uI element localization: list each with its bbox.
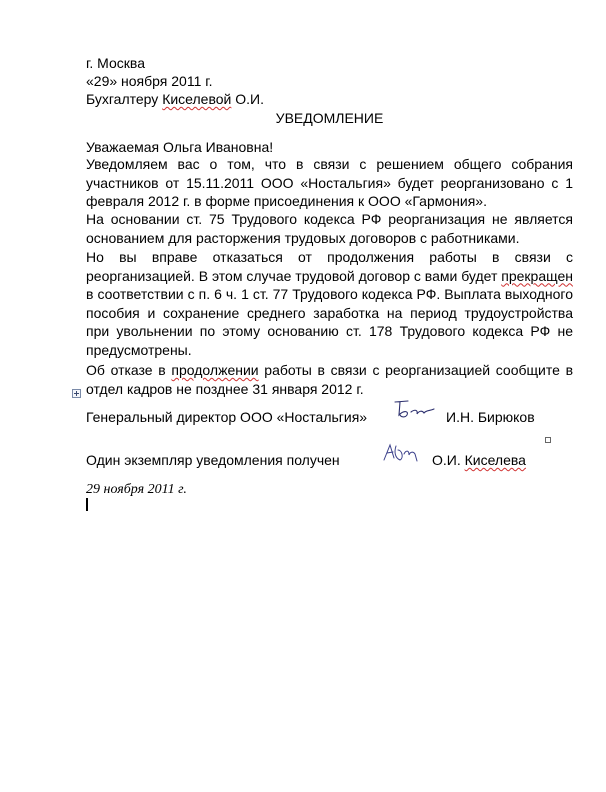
paragraph-3-part2: в соответствии с п. 6 ч. 1 ст. 77 Трудового кодекса РФ. Выплата выходного пособия и сохранение среднего заработка на период трудоустройства при увольнении по этому основанию ст. 178 Трудового кодекса РФ не предусмотрены. xyxy=(86,286,573,358)
date-line: «29» ноября 2011 г. xyxy=(86,73,213,89)
received-label: Один экземпляр уведомления получен xyxy=(86,452,340,468)
director-signature-icon xyxy=(392,398,436,420)
addressee-name: Киселевой xyxy=(162,91,232,107)
director-name: И.Н. Бирюков xyxy=(446,409,535,425)
handwritten-date: 29 ноября 2011 г. xyxy=(86,482,187,497)
city-line: г. Москва xyxy=(86,55,145,71)
receiver-name xyxy=(432,452,526,469)
paragraph-4-part2: работы в связи с реорганизацией сообщите в отдел кадров не позднее 31 января 2012 г. xyxy=(86,362,574,397)
director-label: Генеральный директор ООО «Ностальгия» xyxy=(86,409,368,425)
addressee-line xyxy=(86,91,264,108)
paragraph-4-part1: Об отказе в xyxy=(86,362,172,378)
addressee-prefix: Бухгалтеру xyxy=(86,91,163,107)
text-cursor xyxy=(86,498,88,511)
greeting: Уважаемая Ольга Ивановна! xyxy=(86,139,274,155)
table-move-handle-icon[interactable] xyxy=(72,389,81,398)
receiver-initials: О.И. xyxy=(432,452,465,468)
resize-handle[interactable] xyxy=(545,437,551,443)
paragraph-4-underlined: продолжении xyxy=(171,362,259,378)
paragraph-4 xyxy=(86,361,573,398)
paragraph-3 xyxy=(86,248,573,359)
paragraph-1: Уведомляем вас о том, что в связи с решением общего собрания участников от 15.11.2011 ООО «Ностальгия» будет реорганизовано с 1 февраля 2012 г. в форме присоединения к ООО «Гармония». xyxy=(86,156,573,209)
receiver-surname: Киселева xyxy=(464,452,526,468)
paragraph-3-underlined: прекращен xyxy=(501,267,573,284)
addressee-initials: О.И. xyxy=(231,91,264,107)
paragraph-3-part1: Но вы вправе отказаться от продолжения работы в связи с реорганизацией. В этом случае трудовой договор с вами будет xyxy=(86,249,573,284)
document-title: УВЕДОМЛЕНИЕ xyxy=(275,110,384,126)
paragraph-2: На основании ст. 75 Трудового кодекса РФ реорганизация не является основанием для расторжения трудовых договоров с работниками. xyxy=(86,211,573,246)
receiver-signature-icon xyxy=(378,440,422,466)
